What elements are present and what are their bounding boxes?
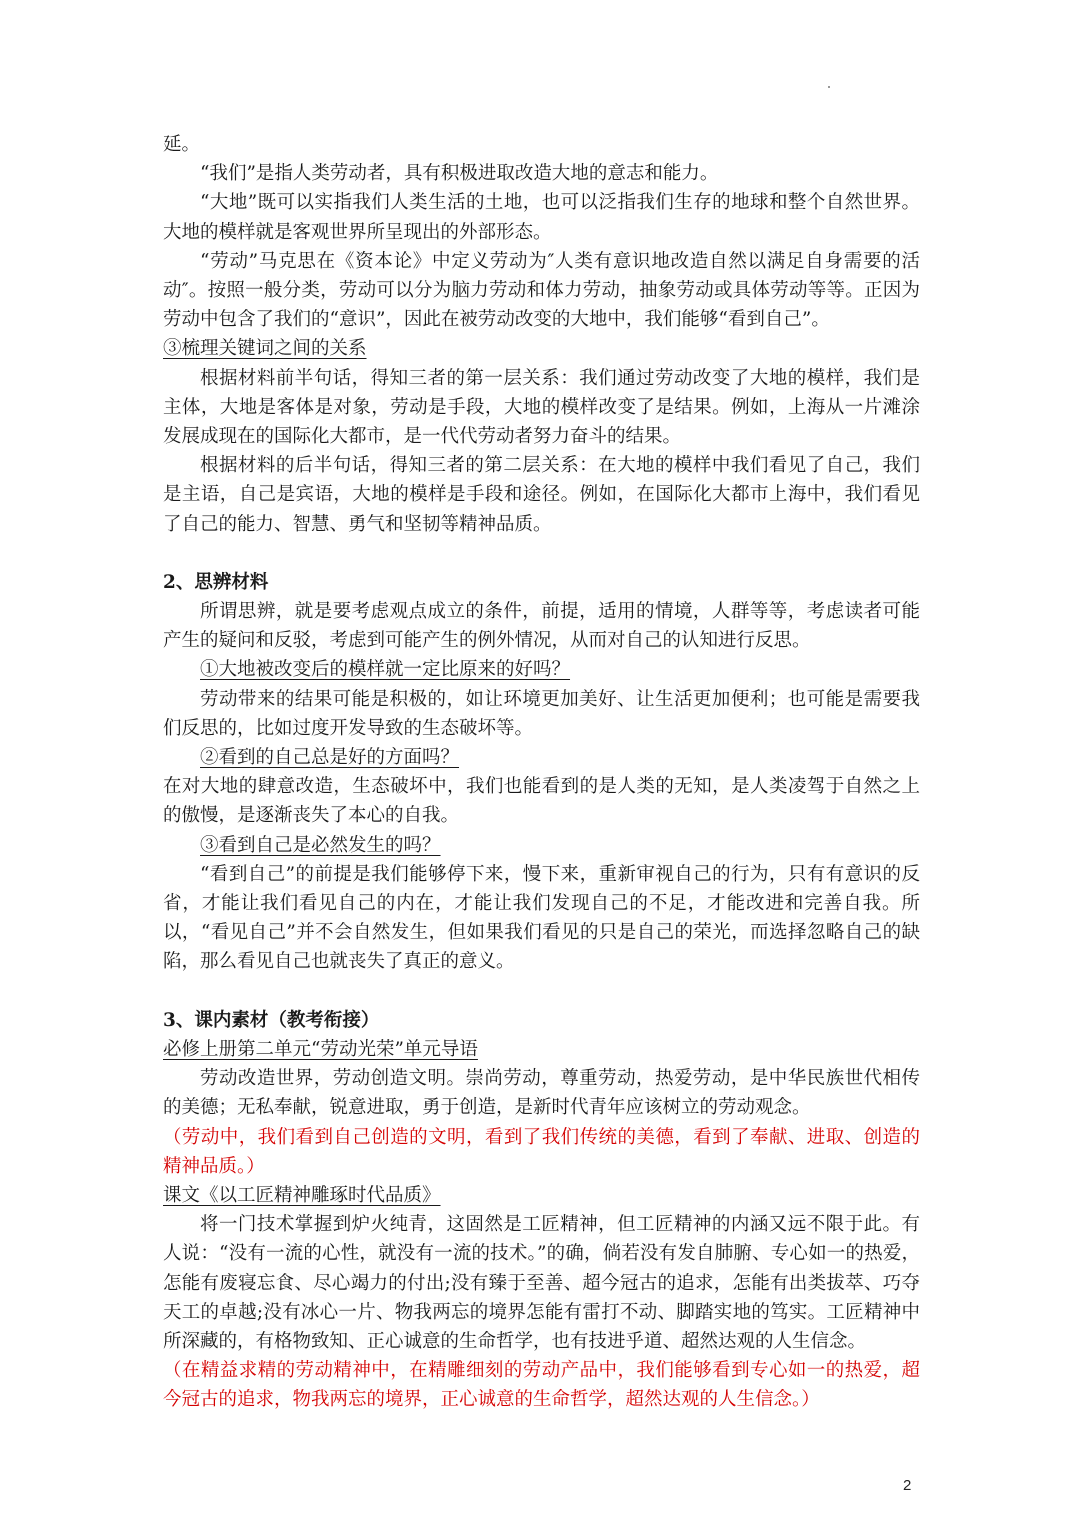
source-title-unit-intro: 必修上册第二单元“劳动光荣”单元导语 (163, 1038, 478, 1060)
question-1: ①大地被改变后的模样就一定比原来的好吗？ (200, 659, 571, 681)
paragraph-laodong: “劳动”马克思在《资本论》中定义劳动为″人类有意识地改造自然以满足自身需要的活动″。按照一般分类，劳动可以分为脑力劳动和体力劳动，抽象劳动或具体劳动等等。正因为劳动中包含了我们的“意识”，因此在被劳动改变的大地中，我们能够“看到自己”。 (163, 250, 920, 331)
section-heading-kenei: 3、课内素材（教考衔接） (163, 1009, 380, 1031)
annotation-craftsman: （在精益求精的劳动精神中，在精雕细刻的劳动产品中，我们能够看到专心如一的热爱，超今冠古的追求，物我两忘的境界，正心诚意的生命哲学，超然达观的人生信念。） (163, 1360, 920, 1411)
page-number: 2 (903, 1477, 912, 1494)
paragraph-women: “我们”是指人类劳动者，具有积极进取改造大地的意志和能力。 (200, 163, 719, 185)
spacer (163, 539, 920, 568)
question-2: ②看到的自己总是好的方面吗？ (200, 747, 460, 769)
paragraph-craftsman: 将一门技术掌握到炉火纯青，这固然是工匠精神，但工匠精神的内涵又远不限于此。有人说：“没有一流的心性，就没有一流的技术。”的确，倘若没有发自肺腑、专心如一的热爱，怎能有废寝忘食、尽心竭力的付出;没有臻于至善、超今冠古的追求，怎能有出类拔萃、巧夺天工的卓越;没有冰心一片、物我两忘的境界怎能有雷打不动、脚踏实地的笃实。工匠精神中所深藏的，有格物致知、正心诚意的生命哲学，也有技进乎道、超然达观的人生信念。 (163, 1214, 920, 1352)
paragraph-continuation: 延。 (163, 134, 201, 155)
paragraph-answer-2: 在对大地的肆意改造，生态破坏中，我们也能看到的是人类的无知，是人类凌驾于自然之上的傲慢，是逐渐丧失了本心的自我。 (163, 776, 920, 827)
section-heading-sibian: 2、思辨材料 (163, 571, 269, 593)
subheading-keyword-relations: ③梳理关键词之间的关系 (163, 338, 367, 360)
scan-speck (828, 86, 830, 88)
paragraph-dadi: “大地”既可以实指我们人类生活的土地，也可以泛指我们生存的地球和整个自然世界。大地的模样就是客观世界所呈现出的外部形态。 (163, 192, 920, 243)
source-title-craftsman: 课文《以工匠精神雕琢时代品质》 (163, 1184, 441, 1206)
document-body (163, 130, 920, 1415)
paragraph-sibian-definition: 所谓思辨，就是要考虑观点成立的条件，前提，适用的情境，人群等等，考虑读者可能产生的疑问和反驳，考虑到可能产生的例外情况，从而对自己的认知进行反思。 (163, 601, 920, 652)
paragraph-unit-intro: 劳动改造世界，劳动创造文明。崇尚劳动，尊重劳动，热爱劳动，是中华民族世代相传的美德；无私奉献，锐意进取，勇于创造，是新时代青年应该树立的劳动观念。 (163, 1068, 920, 1119)
paragraph-second-relation: 根据材料的后半句话，得知三者的第二层关系：在大地的模样中我们看见了自己，我们是主语，自己是宾语，大地的模样是手段和途径。例如，在国际化大都市上海中，我们看见了自己的能力、智慧、勇气和坚韧等精神品质。 (163, 455, 920, 535)
spacer (163, 977, 920, 1006)
paragraph-answer-3: “看到自己”的前提是我们能够停下来，慢下来，重新审视自己的行为，只有有意识的反省，才能让我们看见自己的内在，才能让我们发现自己的不足，才能改进和完善自我。所以，“看见自己”并不会自然发生，但如果我们看见的只是自己的荣光，而选择忽略自己的缺陷，那么看见自己也就丧失了真正的意义。 (163, 863, 920, 973)
question-3: ③看到自己是必然发生的吗？ (200, 834, 441, 856)
paragraph-answer-1: 劳动带来的结果可能是积极的，如让环境更加美好、让生活更加便利；也可能是需要我们反思的，比如过度开发导致的生态破坏等。 (163, 688, 920, 739)
paragraph-first-relation: 根据材料前半句话，得知三者的第一层关系：我们通过劳动改变了大地的模样，我们是主体，大地是客体是对象，劳动是手段，大地的模样改变了是结果。例如，上海从一片滩涂发展成现在的国际化大都市，是一代代劳动者努力奋斗的结果。 (163, 367, 920, 448)
annotation-unit-intro: （劳动中，我们看到自己创造的文明，看到了我们传统的美德，看到了奉献、进取、创造的精神品质。） (163, 1126, 920, 1177)
